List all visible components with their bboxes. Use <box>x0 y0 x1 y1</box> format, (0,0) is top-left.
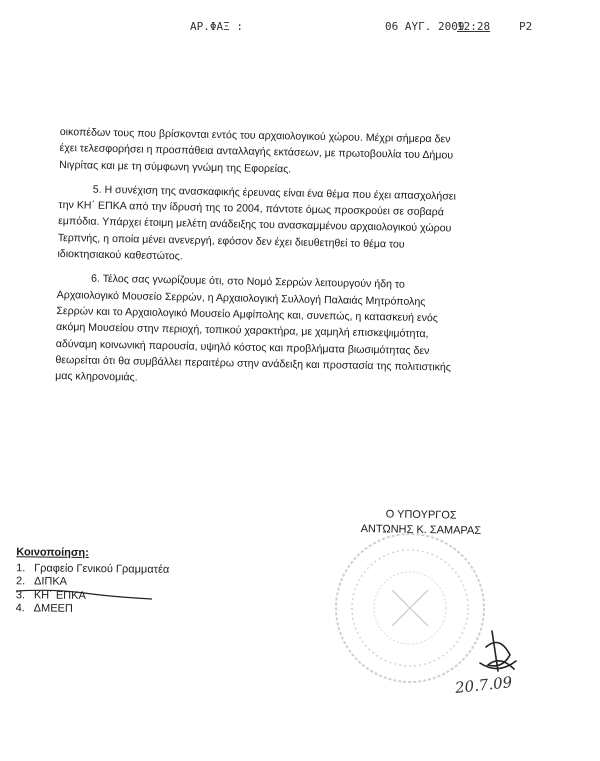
list-item <box>16 602 169 617</box>
text-line: αδύναμη κοινωνική παρουσία, υψηλό κόστος και προβλήματα βιωσιμότητας δεν <box>55 337 430 357</box>
list-item-number: 2. <box>15 575 26 588</box>
list-item-number: 3. <box>15 588 26 601</box>
notification-title: Κοινοποίηση: <box>16 546 89 559</box>
list-item-number: 1. <box>16 561 26 574</box>
fax-header <box>0 20 600 36</box>
text-line: Σερρών και το Αρχαιολογικό Μουσείο Αμφίπολης και, συνεπώς, η κατασκευή ενός <box>56 304 439 325</box>
text-line: την ΚΗ΄ ΕΠΚΑ από την ίδρυσή της το 2004, πάντοτε όμως προσκρούει σε σοβαρά <box>58 199 445 219</box>
text-line: 6. Τέλος σας γνωρίζουμε ότι, στο Νομό Σερρών λειτουργούν ήδη το <box>90 273 405 292</box>
text-line: 5. Η συνέχιση της ανασκαφικής έρευνας είναι ένα θέμα που έχει απασχολήσει <box>92 183 456 203</box>
signatory-name: ΑΝΤΩΝΗΣ Κ. ΣΑΜΑΡΑΣ <box>360 522 482 538</box>
list-item-text: ΔΜΕΕΠ <box>33 602 73 615</box>
text-line: εμπόδια. Υπάρχει έτοιμη μελέτη ανάδειξης του ανασκαμμένου αρχαιολογικού χώρου <box>58 215 452 236</box>
list-item-text: Γραφείο Γενικού Γραμματέα <box>34 561 170 576</box>
letter-body <box>55 124 557 394</box>
text-line: ακόμη Μουσείου στην περιοχή, τοπικού χαρακτήρα, με χαμηλή επισκεψιμότητα, <box>55 321 429 341</box>
list-item-text: ΔΙΠΚΑ <box>33 575 68 588</box>
list-item-number: 4. <box>15 602 25 615</box>
fax-time: 12:28 <box>457 20 491 33</box>
text-line: Τερπνής, η οποία μένει ανενεργή, εφόσον δεν έχει διευθετηθεί το θέμα του <box>57 231 405 251</box>
paragraph-continuation <box>59 124 557 182</box>
text-line: Αρχαιολογικό Μουσείο Σερρών, η Αρχαιολογική Συλλογή Παλαιάς Μητρόπολης <box>56 288 426 308</box>
text-line: έχει τελεσφορήσει η προσπάθεια ανταλλαγής εκτάσεων, με πρωτοβουλία του Δήμου <box>59 142 454 162</box>
handwritten-strike-mark <box>14 587 154 601</box>
handwritten-date: 20.7.09 <box>454 673 514 697</box>
text-line: οικοπέδων τους που βρίσκονται εντός του αρχαιολογικού χώρου. Μέχρι σήμερα δεν <box>59 125 451 146</box>
paragraph-5 <box>57 181 555 272</box>
signatory-title: Ο ΥΠΟΥΡΓΟΣ <box>385 508 457 522</box>
list-item-text: ΚΗ΄ ΕΠΚΑ <box>33 588 86 602</box>
fax-date: 06 ΑΥΓ. 2009 <box>385 20 465 33</box>
text-line: ιδιοκτησιακού καθεστώτος. <box>57 248 183 263</box>
fax-number-label: ΑΡ.ΦΑΞ : <box>190 20 243 33</box>
notification-list <box>16 546 170 617</box>
text-line: Νιγρίτας και με τη σύμφωνη γνώμη της Εφορείας. <box>59 158 292 176</box>
text-line: μας κληρονομιάς. <box>55 370 138 384</box>
text-line: θεωρείται ότι θα συμβάλλει περαιτέρω στην ανάδειξη και προστασία της πολιτιστικής <box>55 353 452 374</box>
paragraph-6 <box>55 270 554 394</box>
fax-page-number: P2 <box>519 20 533 33</box>
